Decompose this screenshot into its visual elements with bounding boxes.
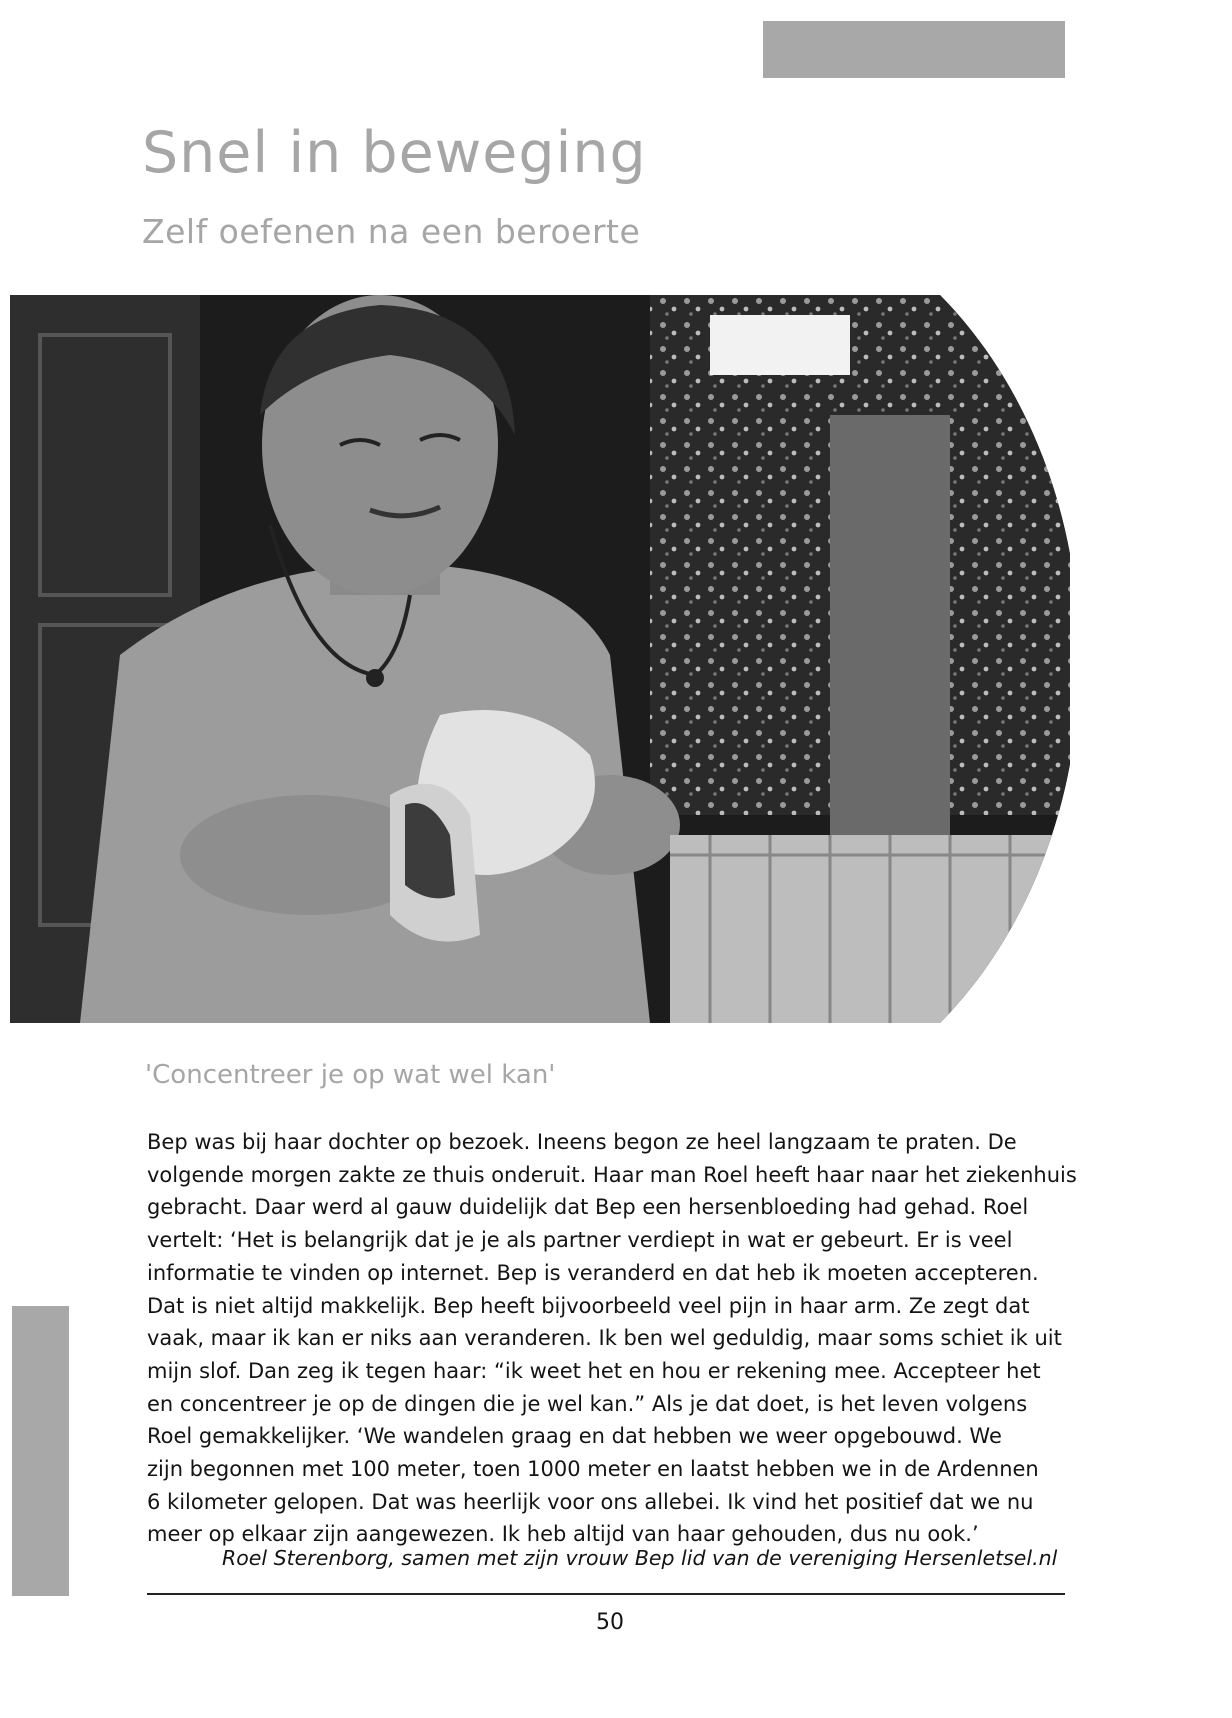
body-line: Roel gemakkelijker. ‘We wandelen graag en dat hebben we weer opgebouwd. We <box>147 1424 1002 1449</box>
body-line: zijn begonnen met 100 meter, toen 1000 meter en laatst hebben we in de Ardennen <box>147 1457 1039 1482</box>
body-line: vaak, maar ik kan er niks aan veranderen. Ik ben wel geduldig, maar soms schiet ik uit <box>147 1326 1062 1351</box>
body-line: 6 kilometer gelopen. Dat was heerlijk voor ons allebei. Ik vind het positief dat we nu <box>147 1489 1034 1514</box>
body-line: Dat is niet altijd makkelijk. Bep heeft bijvoorbeeld veel pijn in haar arm. Ze zegt dat <box>147 1293 1030 1318</box>
article-photo <box>10 295 1070 1023</box>
body-line: Bep was bij haar dochter op bezoek. Ineens begon ze heel langzaam te praten. De <box>147 1130 1017 1154</box>
decorative-side-bar <box>12 1306 69 1596</box>
footer-divider <box>147 1593 1065 1595</box>
quote-heading: 'Concentreer je op wat wel kan' <box>145 1060 556 1090</box>
body-line: meer op elkaar zijn aangewezen. Ik heb altijd van haar gehouden, dus nu ook.’ <box>147 1522 979 1547</box>
body-line: mijn slof. Dan zeg ik tegen haar: “ik weet het en hou er rekening mee. Accepteer het <box>147 1358 1041 1383</box>
body-line: en concentreer je op de dingen die je wel kan.” Als je dat doet, is het leven volgens <box>147 1391 1028 1416</box>
page-title: Snel in beweging <box>142 120 647 186</box>
body-line: vertelt: ‘Het is belangrijk dat je je als partner verdiept in wat er gebeurt. Er is veel <box>147 1228 1013 1253</box>
article-body <box>147 1126 1077 1551</box>
body-line: volgende morgen zakte ze thuis onderuit. Haar man Roel heeft haar naar het ziekenhuis <box>147 1162 1077 1187</box>
quote-attribution: Roel Sterenborg, samen met zijn vrouw Bep lid van de vereniging Hersenletsel.nl <box>222 1546 1058 1570</box>
page-subtitle: Zelf oefenen na een beroerte <box>142 212 641 251</box>
decorative-top-bar <box>763 21 1065 78</box>
body-line: informatie te vinden op internet. Bep is veranderd en dat heb ik moeten accepteren. <box>147 1260 1039 1285</box>
page-number: 50 <box>596 1610 624 1635</box>
body-line: gebracht. Daar werd al gauw duidelijk dat Bep een hersenbloeding had gehad. Roel <box>147 1195 1029 1220</box>
